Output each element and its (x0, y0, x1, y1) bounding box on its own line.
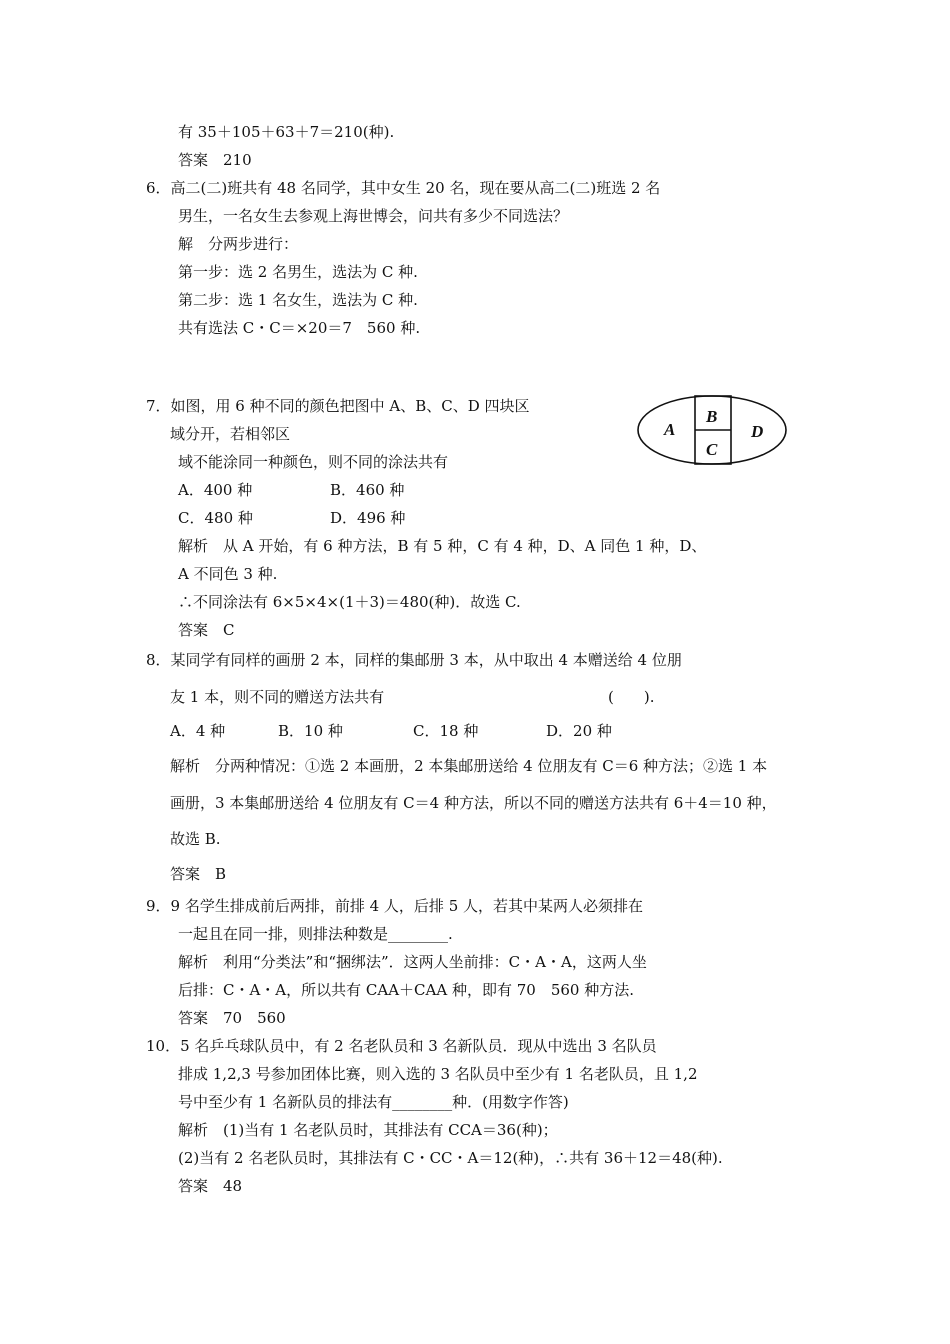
q8-option-c: C．18 种 (413, 722, 479, 740)
q5-answer: 答案 210 (178, 151, 252, 169)
q8-stem-line-2: 友 1 本，则不同的赠送方法共有 (170, 688, 385, 706)
q9-answer: 答案 70 560 (178, 1009, 286, 1027)
q10-stem-line-1: 10．5 名乒乓球队员中，有 2 名老队员和 3 名新队员．现从中选出 3 名队员 (146, 1037, 657, 1055)
q6-solution-line-3: 第二步：选 1 名女生，选法为 C 种. (178, 291, 418, 309)
q6-solution-line-1: 解 分两步进行： (178, 235, 299, 253)
q8-solution-line-3: 故选 B. (170, 830, 221, 848)
q7-solution-line-3: ∴不同涂法有 6×5×4×(1＋3)＝480(种)．故选 C. (178, 593, 521, 611)
q7-option-d: D．496 种 (330, 509, 406, 527)
q8-option-a: A．4 种 (170, 722, 226, 740)
region-label-c: C (706, 440, 718, 459)
q5-sum-line: 有 35＋105＋63＋7＝210(种). (178, 123, 395, 141)
q6-solution-line-2: 第一步：选 2 名男生，选法为 C 种. (178, 263, 418, 281)
q10-answer: 答案 48 (178, 1177, 243, 1195)
q8-solution-line-1: 解析 分两种情况：①选 2 本画册，2 本集邮册送给 4 位朋友有 C＝6 种方法；②选 1 本 (170, 757, 768, 775)
q6-stem-line-2: 男生，一名女生去参观上海世博会，问共有多少不同选法？ (178, 207, 569, 225)
region-label-a: A (664, 420, 676, 439)
q7-solution-line-1: 解析 从 A 开始，有 6 种方法，B 有 5 种，C 有 4 种，D、A 同色 1 种，D、 (178, 537, 707, 555)
region-label-d: D (751, 422, 764, 441)
q7-solution-line-2: A 不同色 3 种. (178, 565, 278, 583)
q8-option-d: D．20 种 (546, 722, 612, 740)
q7-stem-line-3: 域不能涂同一种颜色，则不同的涂法共有 (178, 453, 449, 471)
q9-solution-line-2: 后排：C・A・A，所以共有 CAA＋CAA 种，即有 70 560 种方法. (178, 981, 634, 999)
q6-solution-line-4: 共有选法 C・C＝×20＝7 560 种. (178, 319, 421, 337)
q8-solution-line-2: 画册，3 本集邮册送给 4 位朋友有 C＝4 种方法，所以不同的赠送方法共有 6＋4＝10 种， (170, 794, 777, 812)
q7-answer: 答案 C (178, 621, 235, 639)
region-coloring-diagram (636, 392, 790, 472)
q9-stem-line-2: 一起且在同一排，则排法种数是________. (178, 925, 453, 943)
q10-stem-line-2: 排成 1,2,3 号参加团体比赛，则入选的 3 名队员中至少有 1 名老队员，且 1,2 (178, 1065, 698, 1083)
q7-option-a: A．400 种 (178, 481, 253, 499)
q10-stem-line-3: 号中至少有 1 名新队员的排法有________种．(用数字作答) (178, 1093, 569, 1111)
q7-option-c: C．480 种 (178, 509, 253, 527)
q6-stem-line-1: 6．高二(二)班共有 48 名同学，其中女生 20 名，现在要从高二(二)班选 2 名 (146, 179, 661, 197)
q7-stem-line-1: 7．如图，用 6 种不同的颜色把图中 A、B、C、D 四块区 (146, 397, 530, 415)
q9-stem-line-1: 9．9 名学生排成前后两排，前排 4 人，后排 5 人，若其中某两人必须排在 (146, 897, 644, 915)
q7-option-b: B．460 种 (330, 481, 405, 499)
q9-solution-line-1: 解析 利用“分类法”和“捆绑法”．这两人坐前排：C・A・A，这两人坐 (178, 953, 647, 971)
q7-stem-line-2: 域分开，若相邻区 (170, 425, 291, 443)
q8-answer-paren: ( ). (608, 688, 655, 706)
q8-answer: 答案 B (170, 865, 227, 883)
q8-stem-line-1: 8．某同学有同样的画册 2 本，同样的集邮册 3 本，从中取出 4 本赠送给 4 位朋 (146, 651, 682, 669)
q8-option-b: B．10 种 (278, 722, 343, 740)
region-label-b: B (706, 407, 718, 426)
q10-solution-line-1: 解析 (1)当有 1 名老队员时，其排法有 CCA＝36(种)； (178, 1121, 558, 1139)
q10-solution-line-2: (2)当有 2 名老队员时，其排法有 C・CC・A＝12(种)，∴共有 36＋12＝48(种). (178, 1149, 723, 1167)
